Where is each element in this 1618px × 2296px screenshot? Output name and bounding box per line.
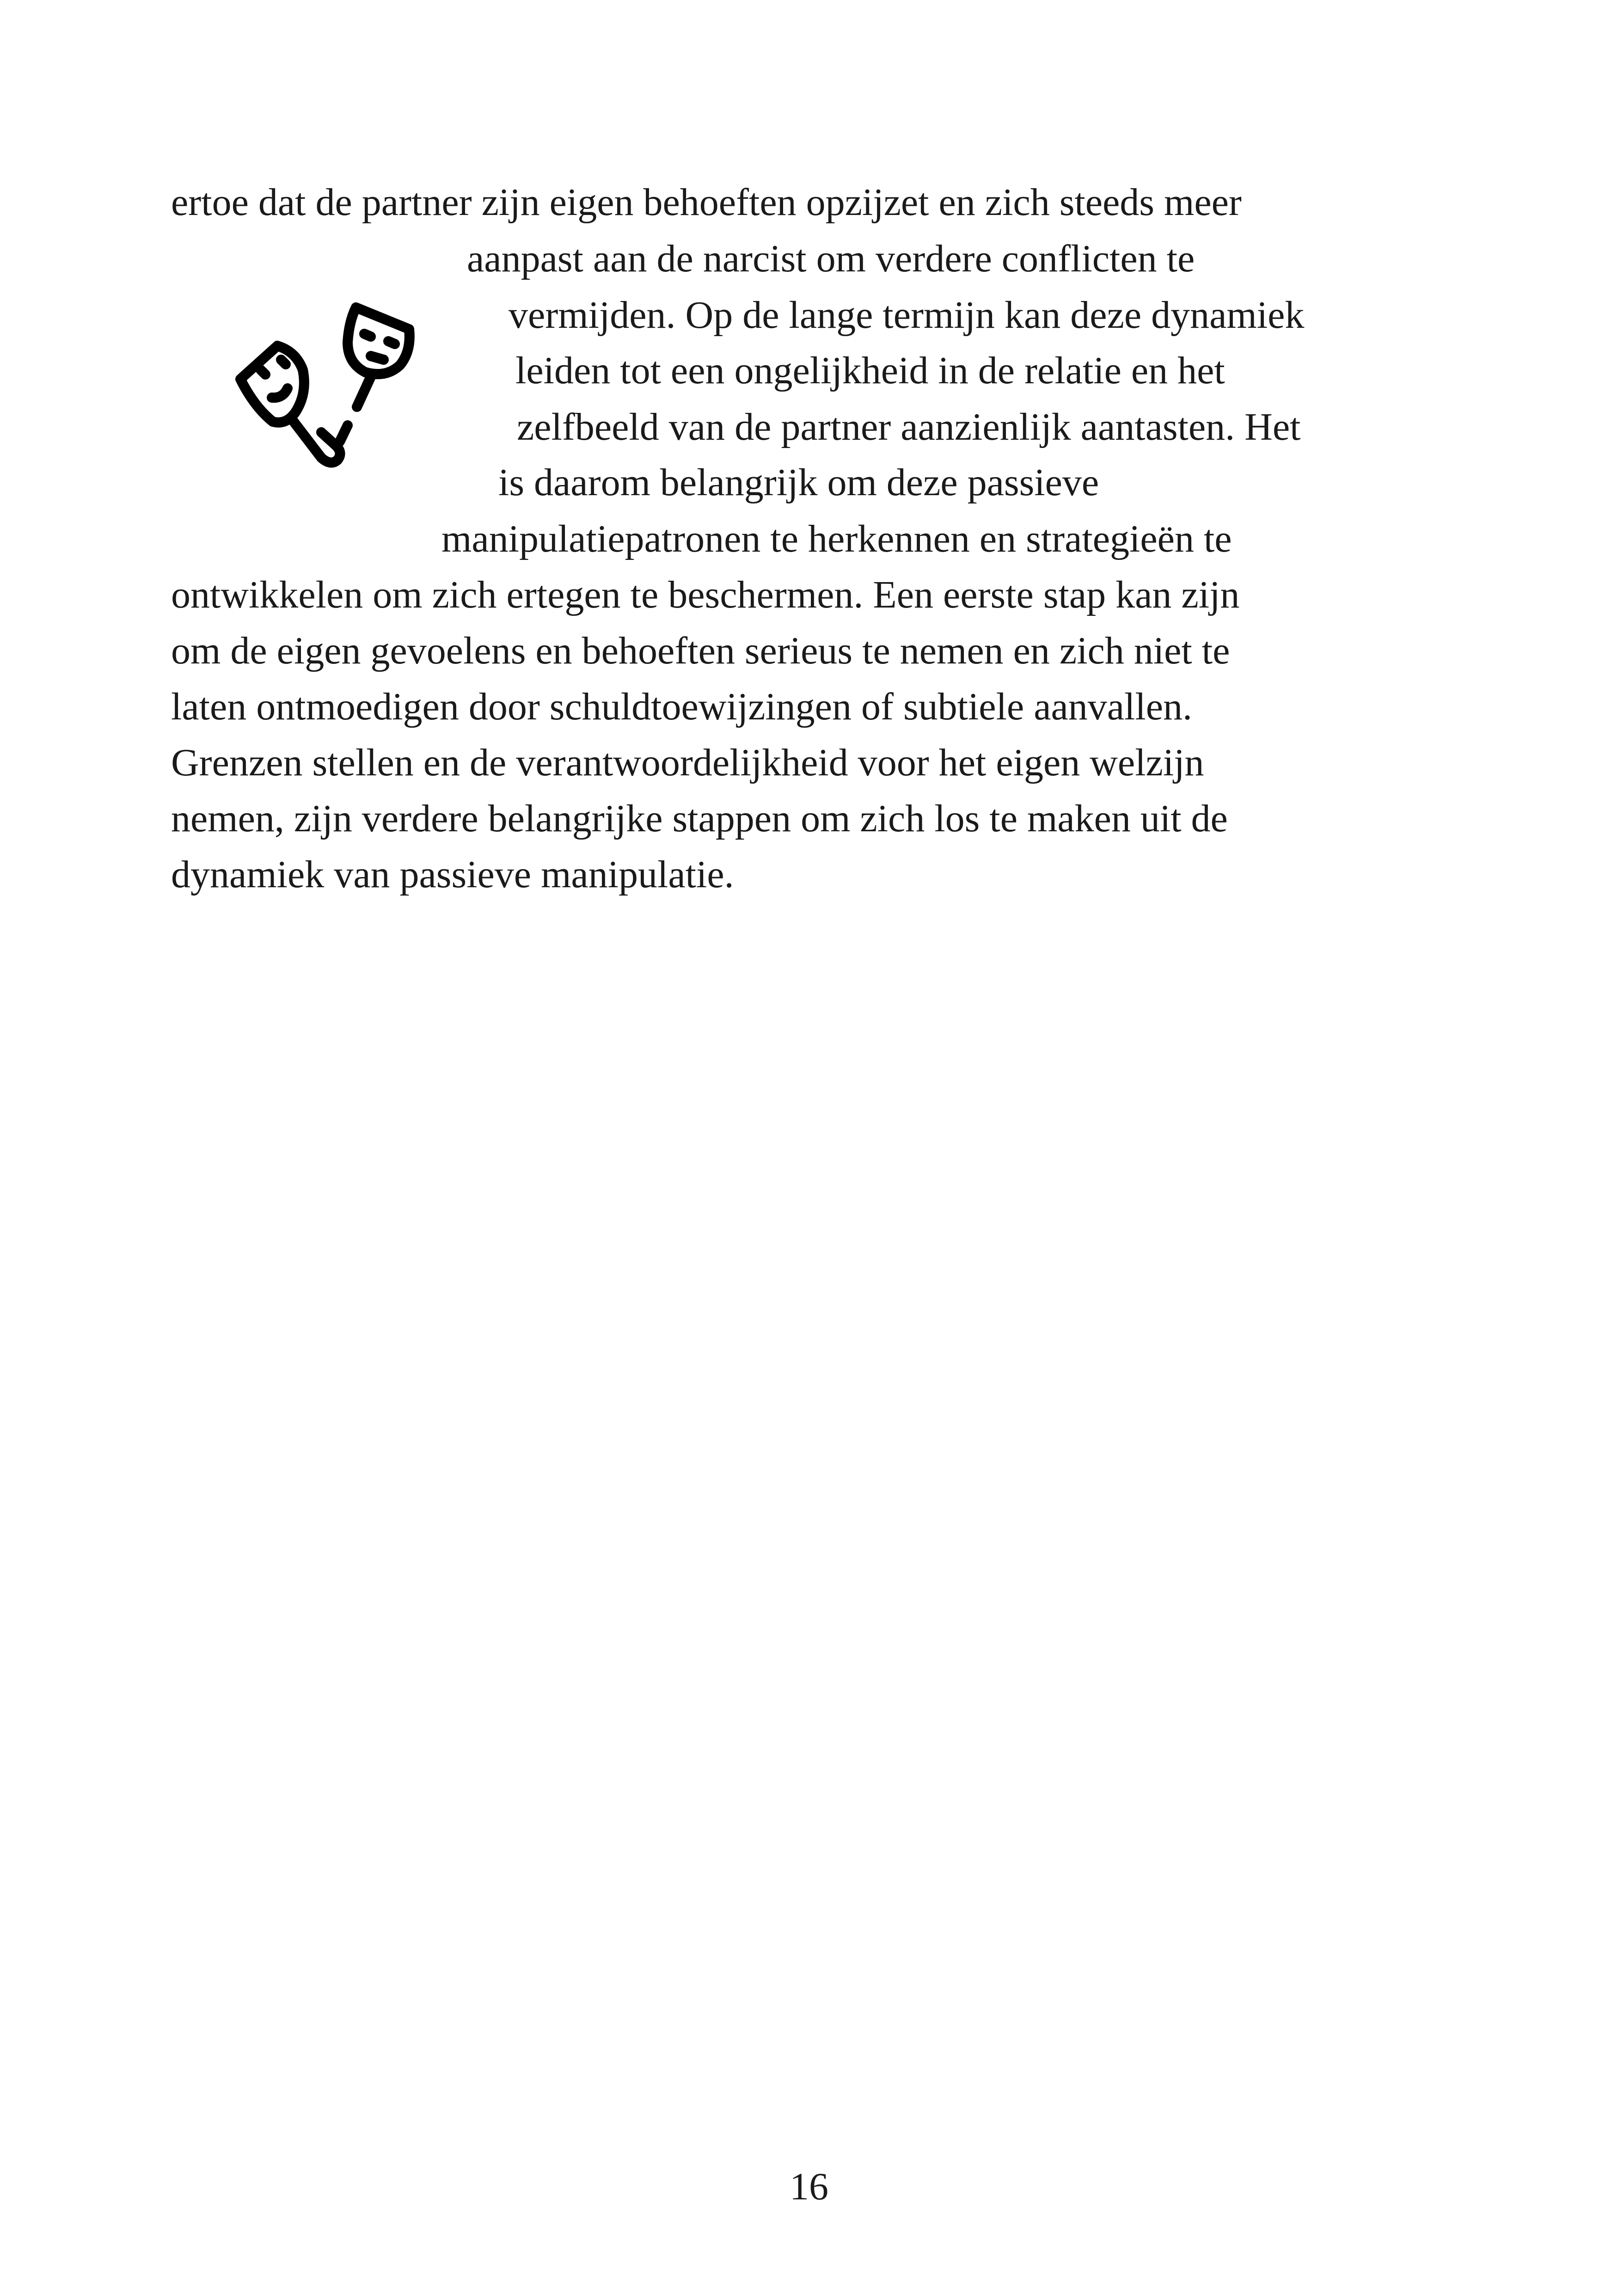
theater-masks-icon (227, 301, 430, 476)
body-text-line: aanpast aan de narcist om verdere conflicten te (467, 237, 1195, 280)
body-text-line: zelfbeeld van de partner aanzienlijk aantasten. Het (517, 405, 1301, 448)
body-text-line: ertoe dat de partner zijn eigen behoeften opzijzet en zich steeds meer (171, 181, 1242, 224)
body-text-line: dynamiek van passieve manipulatie. (171, 853, 734, 896)
body-text-line: om de eigen gevoelens en behoeften serieus te nemen en zich niet te (171, 629, 1230, 672)
body-text-line: manipulatiepatronen te herkennen en strategieën te (441, 517, 1232, 560)
body-text-line: ontwikkelen om zich ertegen te beschermen. Een eerste stap kan zijn (171, 573, 1240, 616)
body-text-line: laten ontmoedigen door schuldtoewijzingen of subtiele aanvallen. (171, 685, 1193, 728)
body-text-line: vermijden. Op de lange termijn kan deze dynamiek (509, 294, 1305, 337)
body-text-line: Grenzen stellen en de verantwoordelijkheid voor het eigen welzijn (171, 741, 1204, 784)
body-text-line: is daarom belangrijk om deze passieve (498, 461, 1099, 504)
body-text-line: leiden tot een ongelijkheid in de relatie en het (515, 349, 1225, 392)
body-text-line: nemen, zijn verdere belangrijke stappen om zich los te maken uit de (171, 797, 1228, 840)
page-number: 16 (790, 2165, 828, 2208)
